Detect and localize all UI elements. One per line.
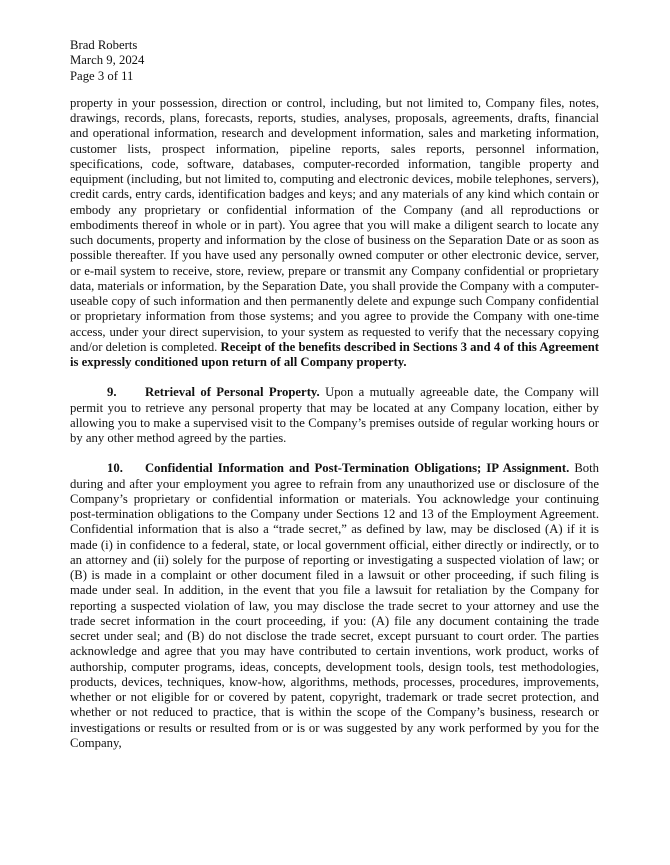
section-heading: Retrieval of Personal Property. — [145, 385, 320, 400]
section-number: 9. — [107, 385, 117, 400]
paragraph-text: property in your possession, direction or control, including, but not limited to, Company files, notes, drawings, records, plans, forecasts, reports, studies, analyses, proposals, agreements, drafts, financial and operational information, research and development information, sales and marketing information, customer lists, prospect information, pipeline reports, sales reports, personnel information, specifications, code, software, databases, computer-recorded information, tangible property and equipment (including, but not limited to, computing and electronic devices, mobile telephones, servers), credit cards, entry cards, identification badges and keys; and any materials of any kind which contain or embody any proprietary or confidential information of the Company (and all reproductions or embodiments thereof in whole or in part). You agree that you will make a diligent search to locate any such documents, property and information by the close of business on the Separation Date or as soon as possible thereafter. If you have used any personally owned computer or other electronic device, server, or e-mail system to receive, store, review, prepare or transmit any Company confidential or proprietary data, materials or information, by the Separation Date, you shall provide the Company with a computer-useable copy of such information and then permanently delete and expunge such Company confidential or proprietary information from those systems; and you agree to provide the Company with one-time access, under your direct supervision, to your system as requested to verify that the necessary copying and/or deletion is completed. — [70, 95, 599, 354]
document-page — [70, 38, 599, 751]
section-heading: Confidential Information and Post-Termination Obligations; IP Assignment. — [145, 461, 570, 476]
recipient-name: Brad Roberts — [70, 38, 138, 52]
section-text: Upon a mutually agreeable date, the Company will permit you to retrieve any personal property that may be located at any Company location, either by allowing you to make a supervised visit to the Company’s premises outside of regular working hours or by any other method agreed by the parties. — [70, 385, 599, 445]
section-number: 10. — [107, 461, 123, 476]
section-10 — [70, 461, 599, 751]
spacer — [70, 446, 599, 461]
page-header — [70, 38, 599, 84]
page-number: Page 3 of 11 — [70, 68, 134, 83]
paragraph-bold-text: Receipt of the benefits described in Sections 3 and 4 of this Agreement is expressly conditioned upon return of all Company property. — [70, 339, 599, 369]
letter-date: March 9, 2024 — [70, 53, 145, 68]
section-text: Both during and after your employment you agree to refrain from any unauthorized use or disclosure of the Company’s proprietary or confidential information or materials. You acknowledge your continuing post-termination obligations to the Company under Sections 12 and 13 of the Employment Agreement. Confidential information that is also a “trade secret,” as defined by law, may be disclosed (A) if it is made (i) in confidence to a federal, state, or local government official, either directly or indirectly, or to an attorney and (ii) solely for the purpose of reporting or investigating a suspected violation of law; or (B) is made in a complaint or other document filed in a lawsuit or other proceeding, if such filing is made under seal. In addition, in the event that you file a lawsuit for retaliation by the Company for reporting a suspected violation of law, you may disclose the trade secret to your attorney and use the trade secret information in the court proceeding, if you: (A) file any document containing the trade secret under seal; and (B) do not disclose the trade secret, except pursuant to court order. The parties acknowledge and agree that you may have contributed to certain inventions, work product, works of authorship, computer programs, ideas, concepts, development tools, design tools, test methodologies, products, devices, techniques, know-how, algorithms, methods, processes, procedures, improvements, whether or not eligible for or covered by patent, copyright, trademark or trade secret protection, and whether or not reduced to practice, that is within the scope of the Company’s business, research or investigations or results or resulted from or is or was suggested by any work performed by you for the Company, — [70, 461, 599, 750]
spacer — [70, 370, 599, 385]
section-9 — [70, 385, 599, 446]
paragraph-continued — [70, 96, 599, 371]
